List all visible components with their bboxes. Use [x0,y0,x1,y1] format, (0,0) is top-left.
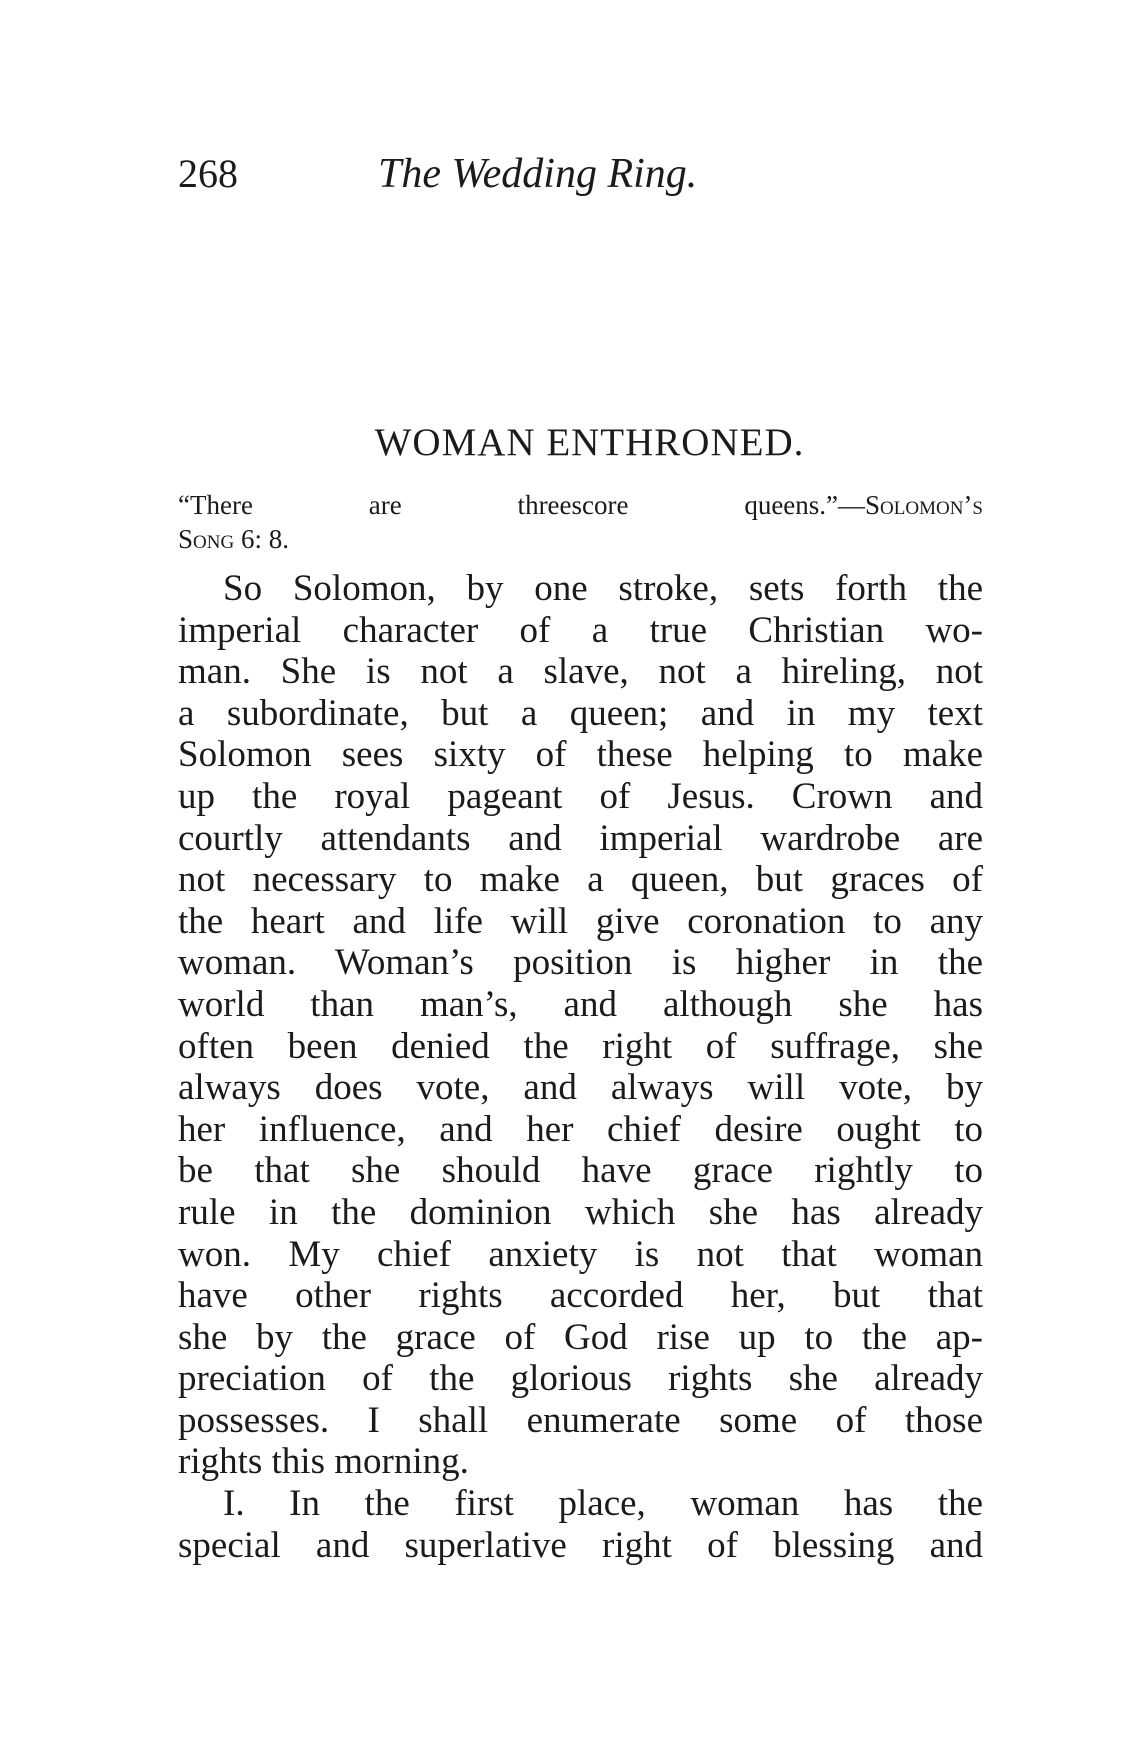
epigraph-book: Song [178,524,235,554]
text-line: a subordinate, but a queen; and in my text [178,692,983,734]
text-line: not necessary to make a queen, but graces of [178,859,983,901]
text-line: won. My chief anxiety is not that woman [178,1233,983,1275]
text-line: imperial character of a true Christian wo- [178,609,983,651]
text-line: be that she should have grace rightly to [178,1150,983,1192]
epigraph-line-1 [178,488,983,522]
text-line: often been denied the right of suffrage, she [178,1025,983,1067]
text-line: woman. Woman’s position is higher in the [178,942,983,984]
text-line: special and superlative right of blessing and [178,1524,983,1566]
text-line: So Solomon, by one stroke, sets forth the [223,568,983,609]
text-line: she by the grace of God rise up to the ap- [178,1316,983,1358]
epigraph-attribution: Solomon’s [865,490,983,520]
chapter-title: WOMAN ENTHRONED. [374,421,805,464]
text-line: possesses. I shall enumerate some of those [178,1399,983,1441]
running-head [178,150,958,210]
text-line: Solomon sees sixty of these helping to make [178,734,983,776]
text-line: man. She is not a slave, not a hireling, not [178,651,983,693]
text-line: rule in the dominion which she has already [178,1191,983,1233]
text-line: rights this morning. [178,1441,469,1483]
text-line: her influence, and her chief desire ought to [178,1108,983,1150]
text-line: preciation of the glorious rights she already [178,1358,983,1400]
text-line: courtly attendants and imperial wardrobe are [178,817,983,859]
running-title: The Wedding Ring. [378,151,698,197]
epigraph-quote: “There are threescore queens.”— [178,490,866,520]
text-line: I. In the first place, woman has the [223,1483,983,1525]
text-line: have other rights accorded her, but that [178,1275,983,1317]
body-text [178,568,983,1566]
text-line: world than man’s, and although she has [178,983,983,1025]
text-line: always does vote, and always will vote, by [178,1067,983,1109]
epigraph-reference: 6: 8. [240,524,289,554]
text-line: up the royal pageant of Jesus. Crown and [178,775,983,817]
epigraph [178,488,983,556]
page-number: 268 [178,151,238,196]
text-line: the heart and life will give coronation to any [178,900,983,942]
epigraph-line-2 [178,522,983,556]
